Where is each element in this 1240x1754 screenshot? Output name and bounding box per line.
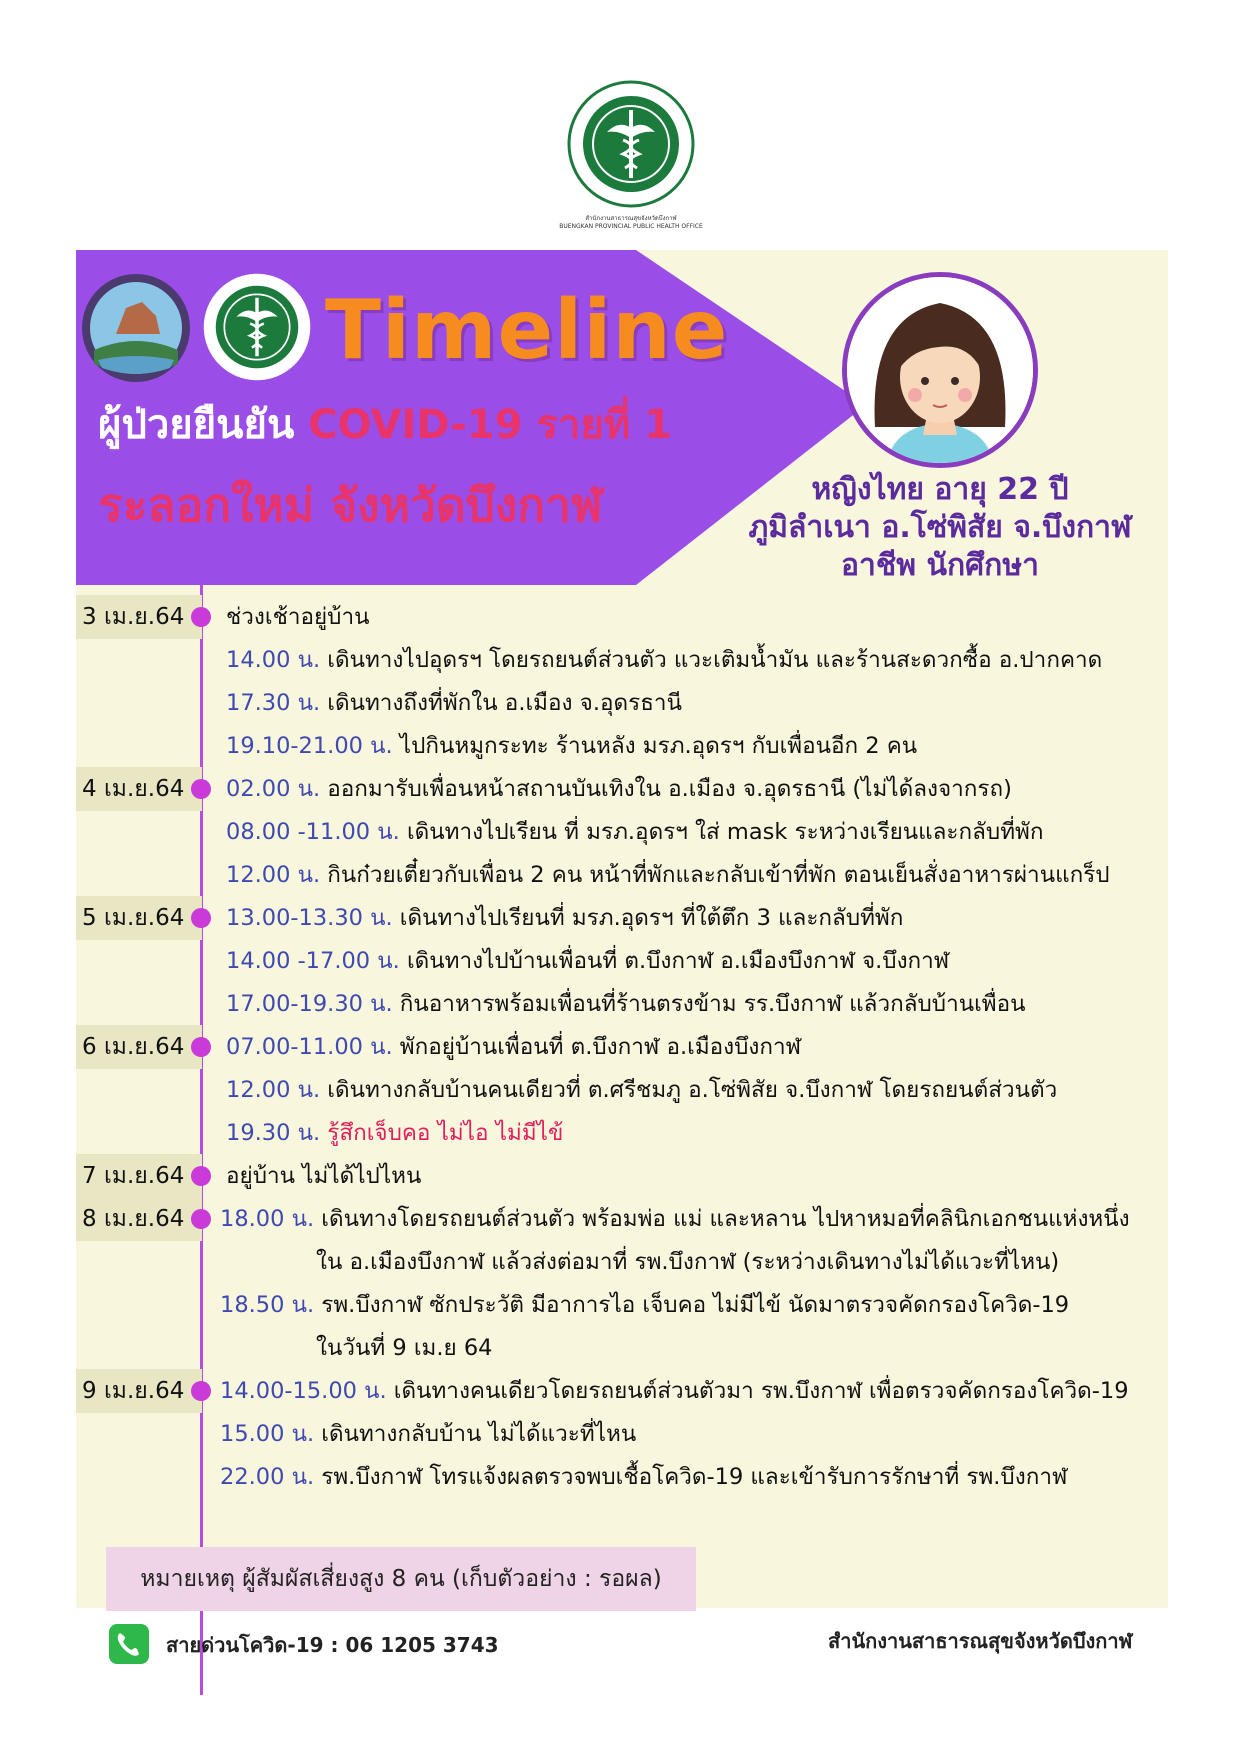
entry-text: เดินทางกลับบ้านคนเดียวที่ ต.ศรีชมภู อ.โซ่พิสัย จ.บึงกาฬ โดยรถยนต์ส่วนตัว [320, 1077, 1058, 1103]
province-seal-icon [80, 272, 192, 384]
entry-time: 07.00-11.00 น. [226, 1034, 393, 1060]
entry-text: เดินทางกลับบ้าน ไม่ได้แวะที่ไหน [314, 1421, 637, 1447]
timeline-entry [316, 1333, 492, 1363]
timeline-entry [226, 1118, 563, 1148]
entry-text: อยู่บ้าน ไม่ได้ไปไหน [226, 1163, 422, 1189]
patient-gender-age: หญิงไทย อายุ 22 ปี [811, 472, 1069, 507]
entry-text: เดินทางโดยรถยนต์ส่วนตัว พร้อมพ่อ แม่ และหลาน ไปหาหมอที่คลินิกเอกชนแห่งหนึ่ง [314, 1206, 1130, 1232]
entry-time: 12.00 น. [226, 862, 321, 888]
entry-time: 18.50 น. [220, 1292, 315, 1318]
timeline-dot [191, 779, 211, 799]
timeline-entry [226, 817, 1044, 847]
entry-text: เดินทางไปบ้านเพื่อนที่ ต.บึงกาฬ อ.เมืองบึงกาฬ จ.บึงกาฬ [399, 948, 950, 974]
entry-text: เดินทางคนเดียวโดยรถยนต์ส่วนตัวมา รพ.บึงกาฬ เพื่อตรวจคัดกรองโควิด-19 [386, 1378, 1129, 1404]
entry-time: 17.30 น. [226, 690, 321, 716]
entry-text: กินก๋วยเตี๋ยวกับเพื่อน 2 คน หน้าที่พักและกลับเข้าที่พัก ตอนเย็นสั่งอาหารผ่านแกร็ป [320, 862, 1110, 888]
entry-time: 08.00 -11.00 น. [226, 819, 400, 845]
entry-text: รพ.บึงกาฬ ซักประวัติ มีอาการไอ เจ็บคอ ไม่มีไข้ นัดมาตรวจคัดกรองโควิด-19 [314, 1292, 1070, 1318]
entry-text: เดินทางไปอุดรฯ โดยรถยนต์ส่วนตัว แวะเติมน้ำมัน และร้านสะดวกซื้อ อ.ปากคาด [320, 647, 1103, 673]
entry-text: ช่วงเช้าอยู่บ้าน [226, 604, 370, 630]
entry-text: ไปกินหมูกระทะ ร้านหลัง มรภ.อุดรฯ กับเพื่อนอีก 2 คน [392, 733, 918, 759]
timeline-dot [191, 1037, 211, 1057]
moph-logo-icon [202, 272, 312, 382]
entry-text: ออกมารับเพื่อนหน้าสถานบันเทิงใน อ.เมือง จ.อุดรธานี (ไม่ได้ลงจากรถ) [320, 776, 1012, 802]
timeline-dot [191, 607, 211, 627]
hotline-text: สายด่วนโควิด-19 : 06 1205 3743 [166, 1633, 499, 1657]
timeline-entry [226, 1161, 421, 1191]
entry-text: เดินทางไปเรียนที่ มรภ.อุดรฯ ที่ใต้ตึก 3 และกลับที่พัก [392, 905, 904, 931]
entry-time: 02.00 น. [226, 776, 321, 802]
timeline-entry [226, 774, 1012, 804]
timeline-date: 4 เม.ย.64 [76, 767, 202, 811]
timeline-date: 5 เม.ย.64 [76, 896, 202, 940]
entry-text: ในวันที่ 9 เม.ย 64 [316, 1335, 493, 1361]
patient-avatar [842, 272, 1038, 468]
timeline-entry [316, 1247, 1059, 1277]
ministry-logo-caption: สำนักงานสาธารณสุขจังหวัดบึงกาฬ BUENGKAN PROVINCIAL PUBLIC HEALTH OFFICE [559, 215, 703, 230]
timeline-entry [226, 1075, 1057, 1105]
entry-time: 15.00 น. [220, 1421, 315, 1447]
entry-time: 12.00 น. [226, 1077, 321, 1103]
timeline-entry [226, 1032, 801, 1062]
timeline-dot [191, 1381, 211, 1401]
entry-time: 18.00 น. [220, 1206, 315, 1232]
timeline-line [200, 585, 203, 1695]
entry-text: รพ.บึงกาฬ โทรแจ้งผลตรวจพบเชื้อโควิด-19 และเข้ารับการรักษาที่ รพ.บึงกาฬ [314, 1464, 1068, 1490]
entry-time: 14.00-15.00 น. [220, 1378, 387, 1404]
timeline-entry [226, 903, 903, 933]
timeline-dot [191, 908, 211, 928]
entry-time: 14.00 -17.00 น. [226, 948, 400, 974]
entry-time: 17.00-19.30 น. [226, 991, 393, 1017]
timeline-entry [226, 731, 917, 761]
patient-hometown: ภูมิลำเนา อ.โซ่พิสัย จ.บึงกาฬ [748, 510, 1132, 545]
subtitle-prefix: ผู้ป่วยยืนยัน [98, 402, 295, 448]
entry-text: เดินทางถึงที่พักใน อ.เมือง จ.อุดรธานี [320, 690, 682, 716]
woman-avatar-icon [847, 277, 1033, 463]
timeline-entry [220, 1462, 1067, 1492]
page-title: Timeline [325, 283, 729, 378]
timeline-date: 8 เม.ย.64 [76, 1197, 202, 1241]
timeline-dot [191, 1166, 211, 1186]
entry-time: 19.10-21.00 น. [226, 733, 393, 759]
timeline-date: 7 เม.ย.64 [76, 1154, 202, 1198]
timeline-entry [220, 1376, 1129, 1406]
entry-time: 13.00-13.30 น. [226, 905, 393, 931]
timeline-date: 3 เม.ย.64 [76, 595, 202, 639]
entry-text: พักอยู่บ้านเพื่อนที่ ต.บึงกาฬ อ.เมืองบึงกาฬ [392, 1034, 802, 1060]
entry-text: เดินทางไปเรียน ที่ มรภ.อุดรฯ ใส่ mask ระหว่างเรียนและกลับที่พัก [399, 819, 1044, 845]
timeline-date: 6 เม.ย.64 [76, 1025, 202, 1069]
timeline-entry [226, 860, 1110, 890]
timeline-entry [226, 989, 1026, 1019]
timeline-entry [220, 1290, 1069, 1320]
entry-text: รู้สึกเจ็บคอ ไม่ไอ ไม่มีไข้ [320, 1120, 564, 1146]
timeline-entry [220, 1204, 1130, 1234]
note-text: หมายเหตุ ผู้สัมผัสเสี่ยงสูง 8 คน (เก็บตัวอย่าง : รอผล) [140, 1566, 662, 1592]
entry-time: 14.00 น. [226, 647, 321, 673]
patient-occupation: อาชีพ นักศึกษา [841, 548, 1039, 583]
ministry-logo [567, 80, 695, 208]
timeline-entry [226, 645, 1102, 675]
subtitle-highlight: COVID-19 รายที่ 1 [308, 402, 673, 448]
office-name: สำนักงานสาธารณสุขจังหวัดบึงกาฬ [828, 1629, 1133, 1653]
timeline-date: 9 เม.ย.64 [76, 1369, 202, 1413]
entry-text: กินอาหารพร้อมเพื่อนที่ร้านตรงข้าม รร.บึงกาฬ แล้วกลับบ้านเพื่อน [392, 991, 1026, 1017]
timeline-entry [226, 602, 369, 632]
timeline-entry [226, 688, 682, 718]
timeline-entry [220, 1419, 636, 1449]
timeline-entry [226, 946, 949, 976]
header-subtitle-2: ระลอกใหม่ จังหวัดบึงกาฬ [98, 478, 603, 532]
header-subtitle [98, 402, 673, 448]
entry-time: 22.00 น. [220, 1464, 315, 1490]
entry-time: 19.30 น. [226, 1120, 321, 1146]
timeline-dot [191, 1209, 211, 1229]
entry-text: ใน อ.เมืองบึงกาฬ แล้วส่งต่อมาที่ รพ.บึงกาฬ (ระหว่างเดินทางไม่ได้แวะที่ไหน) [316, 1249, 1060, 1275]
phone-icon [108, 1623, 150, 1665]
